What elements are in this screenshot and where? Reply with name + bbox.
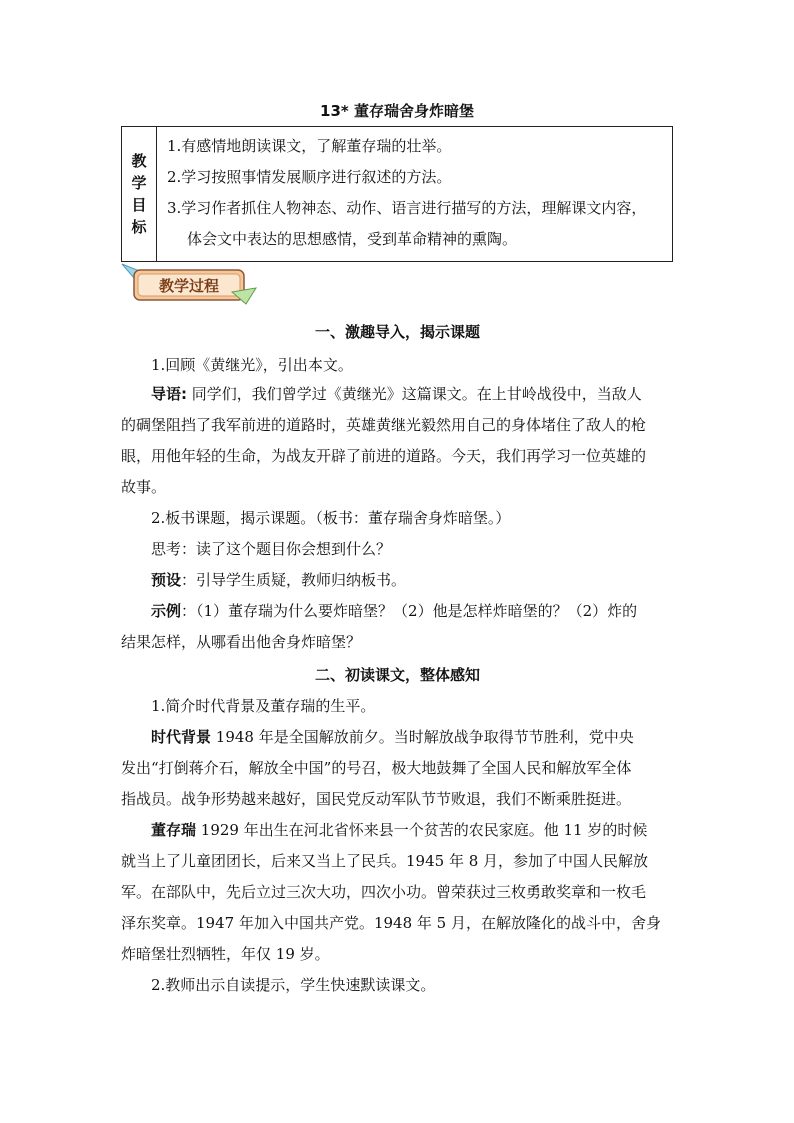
goal-item: 1.有感情地朗读课文，了解董存瑞的壮举。 [167, 137, 452, 155]
goals-label [122, 127, 157, 262]
paragraph: 思考：读了这个题目你会想到什么？ [151, 540, 392, 558]
preset-text: ：引导学生质疑，教师归纳板书。 [181, 571, 407, 589]
example-text: ：（1）董存瑞为什么要炸暗堡？（2）他是怎样炸暗堡的？（2）炸的 [181, 602, 638, 620]
goals-label-char: 标 [131, 218, 147, 236]
goals-label-char: 目 [131, 196, 147, 214]
background-line: 发出“打倒蒋介石，解放全中国”的号召，极大地鼓舞了全国人民和解放军全体 [121, 759, 632, 777]
teaching-goals-table [121, 126, 673, 262]
goals-label-char: 学 [131, 174, 147, 192]
goal-item: 3.学习作者抓住人物神态、动作、语言进行描写的方法，理解课文内容， [167, 199, 647, 217]
intro-line: 眼，用他年轻的生命，为战友开辟了前进的道路。今天，我们再学习一位英雄的 [121, 447, 647, 465]
badge-label: 教学过程 [158, 277, 220, 295]
biography-line [121, 820, 674, 840]
paragraph: 1.回顾《黄继光》，引出本文。 [151, 356, 353, 374]
biography-line: 就当上了儿童团团长，后来又当上了民兵。1945 年 8 月，参加了中国人民解放 [121, 852, 649, 870]
paragraph: 1.简介时代背景及董存瑞的生平。 [151, 697, 376, 715]
background-line [121, 727, 674, 747]
intro-text: 同学们，我们曾学过《黄继光》这篇课文。在上甘岭战役中，当敌人 [187, 385, 642, 403]
biography-text: 1929 年出生在河北省怀来县一个贫苦的农民家庭。他 11 岁的时候 [196, 821, 648, 839]
example-label: 示例 [151, 602, 182, 620]
biography-line: 军。在部队中，先后立过三次大功，四次小功。曾荣获过三枚勇敢奖章和一枚毛 [121, 883, 647, 901]
paragraph: 2.教师出示自读提示，学生快速默读课文。 [151, 976, 436, 994]
preset-label: 预设 [151, 571, 182, 589]
background-line: 指战员。战争形势越来越好，国民党反动军队节节败退，我们不断乘胜挺进。 [121, 790, 632, 808]
intro-line [121, 384, 674, 404]
section-heading: 二、初读课文，整体感知 [314, 666, 480, 684]
goal-item-continued: 体会文中表达的思想感情，受到革命精神的熏陶。 [187, 230, 518, 248]
lesson-title: 13* 董存瑞舍身炸暗堡 [320, 102, 474, 120]
section-heading: 一、激趣导入，揭示课题 [314, 323, 480, 341]
example-line: 结果怎样，从哪看出他舍身炸暗堡？ [121, 633, 362, 651]
intro-label: 导语: [151, 385, 187, 403]
goals-label-char: 教 [131, 152, 147, 170]
teaching-process-badge [120, 258, 260, 310]
example-line [121, 601, 674, 621]
goals-list [157, 127, 673, 262]
biography-line: 泽东奖章。1947 年加入中国共产党。1948 年 5 月，在解放隆化的战斗中，舍身 [121, 914, 661, 932]
background-label: 时代背景 [151, 728, 212, 746]
paragraph: 2.板书课题，揭示课题。（板书：董存瑞舍身炸暗堡。） [151, 509, 511, 527]
preset-line [121, 570, 674, 590]
intro-line: 故事。 [121, 478, 167, 496]
biography-label: 董存瑞 [151, 821, 197, 839]
intro-line: 的碉堡阻挡了我军前进的道路时，英雄黄继光毅然用自己的身体堵住了敌人的枪 [121, 416, 647, 434]
goal-item: 2.学习按照事情发展顺序进行叙述的方法。 [167, 168, 452, 186]
biography-line: 炸暗堡壮烈牺牲，年仅 19 岁。 [121, 945, 330, 963]
background-text: 1948 年是全国解放前夕。当时解放战争取得节节胜利，党中央 [211, 728, 634, 746]
